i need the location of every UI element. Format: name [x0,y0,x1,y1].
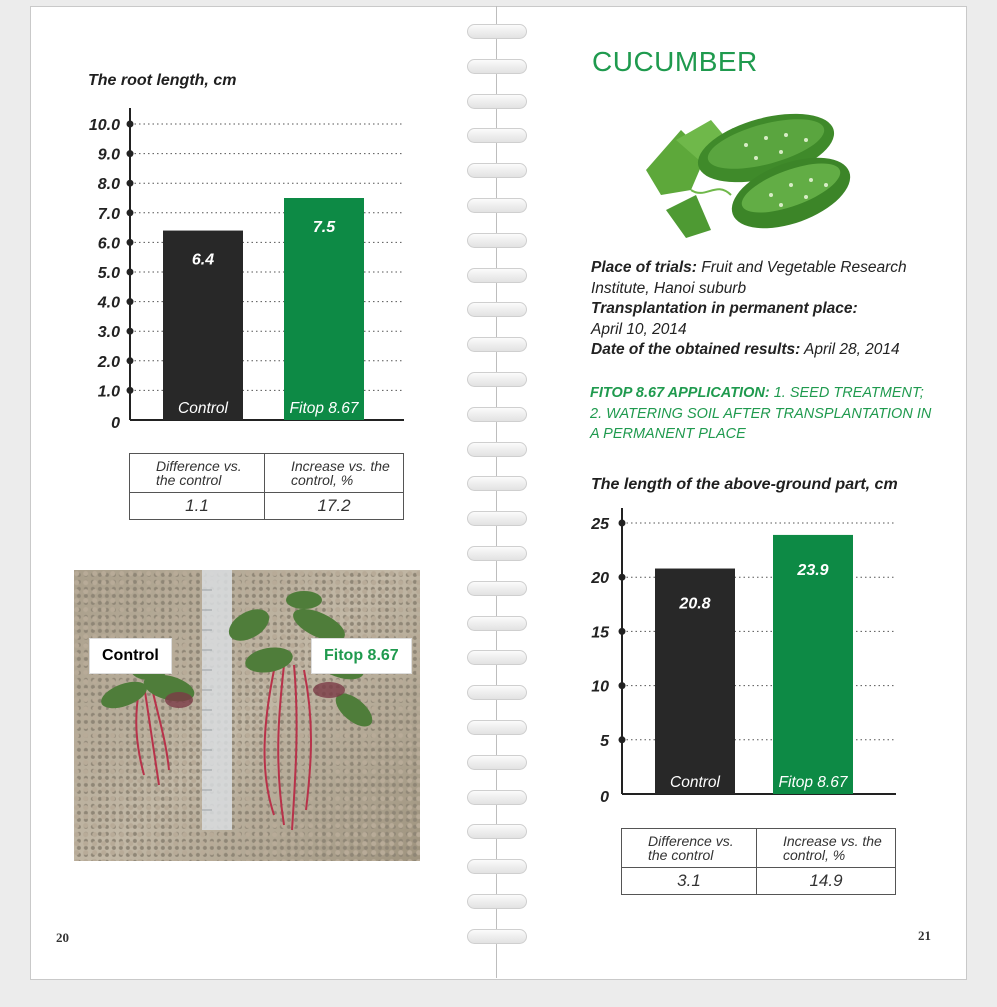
application-label: FITOP 8.67 APPLICATION: [590,385,770,401]
above-ground-chart-title: The length of the above-ground part, cm [591,476,898,493]
y-tick-label: 25 [591,516,609,533]
above-ground-comparison-table [621,828,896,895]
y-tick-label: 15 [591,624,609,642]
category-label: Fitop 8.67 [289,400,359,417]
root-length-chart-title: The root length, cm [88,72,237,89]
y-tick-label: 0 [600,789,609,806]
date-value: April 28, 2014 [804,341,900,358]
data-label: 23.9 [797,561,829,579]
y-tick-label: 4.0 [97,294,120,312]
y-tick-label: 8.0 [97,176,120,194]
page-number-left: 20 [56,930,69,945]
y-tick-label: 0 [111,415,120,432]
table-head-difference: Difference vs. the control [622,829,757,868]
y-tick-label: 10.0 [88,117,120,134]
transplant-label: Transplantation in permanent place: [591,300,858,317]
y-tick-label: 9.0 [97,146,120,164]
data-label: 20.8 [679,595,711,613]
date-label: Date of the obtained results: [591,341,801,358]
y-tick-label: 3.0 [97,324,120,342]
photo-label-control: Control [89,638,172,674]
table-head-difference: Difference vs. the control [130,454,265,493]
table-head-increase: Increase vs. the control, % [757,829,896,868]
category-label: Fitop 8.67 [778,774,848,791]
table-value-increase: 17.2 [265,493,404,520]
category-label: Control [670,774,720,791]
table-value-increase: 14.9 [757,868,896,895]
application-text: 1. SEED TREATMENT; 2. WATERING SOIL AFTER TRANSPLANTATION IN A PERMANENT PLACE [590,385,932,442]
y-tick-label: 5.0 [97,265,120,282]
y-tick-label: 20 [591,570,609,588]
photo-label-treated: Fitop 8.67 [311,638,412,674]
table-head-increase: Increase vs. the control, % [265,454,404,493]
y-tick-label: 1.0 [97,383,120,401]
y-tick-label: 7.0 [97,205,120,223]
y-tick-label: 2.0 [97,353,120,371]
page-number-right: 21 [918,928,931,943]
place-value: Fruit and Vegetable Research Institute, Hanoi suburb [591,259,907,297]
table-value-difference: 3.1 [622,868,757,895]
place-label: Place of trials: [591,259,697,276]
y-tick-label: 5 [600,732,609,750]
y-tick-label: 6.0 [97,235,120,253]
y-tick-label: 10 [591,678,609,696]
category-label: Control [178,400,228,417]
data-label: 7.5 [312,219,336,236]
data-label: 6.4 [191,251,215,269]
transplant-value: April 10, 2014 [591,320,687,338]
table-value-difference: 1.1 [130,493,265,520]
vegetable-title: CUCUMBER [592,46,758,77]
